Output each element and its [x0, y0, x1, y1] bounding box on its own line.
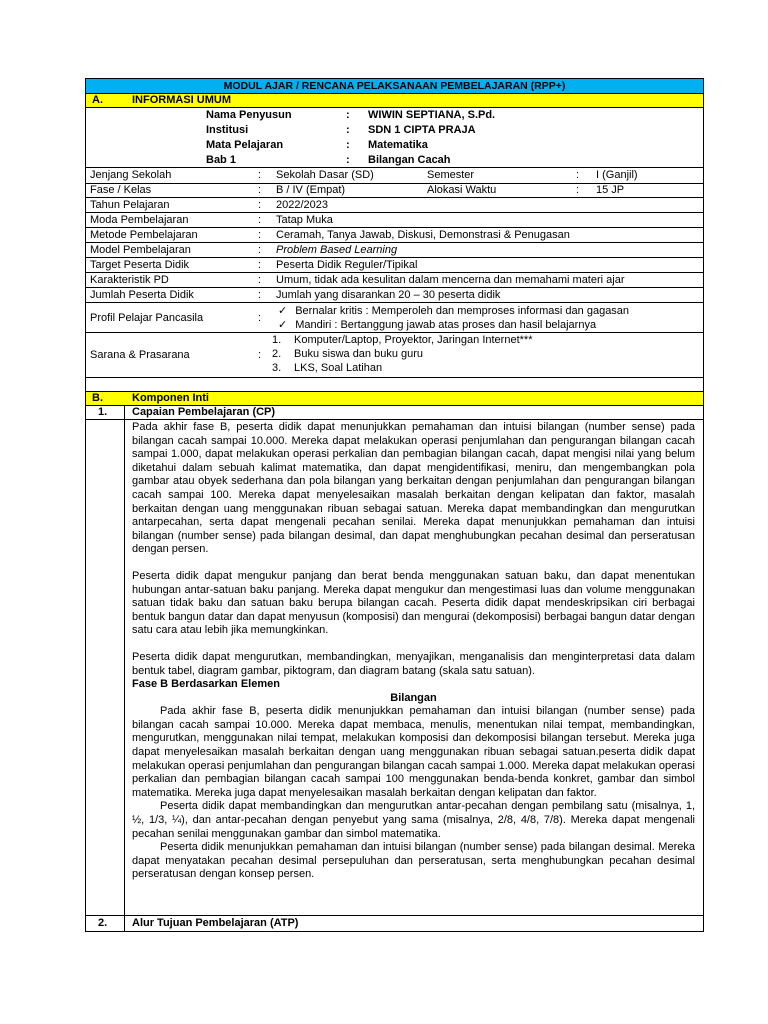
cp-header-row — [86, 406, 703, 420]
elemen-paragraph: Peserta didik menunjukkan pemahaman dan intuisi bilangan (number sense) pada bilangan desimal. Mereka dapat menyatakan pecahan desimal persepuluhan dan perseratusan, serta menghubungkan pecahan desimal perseratusan dengan konsep persen. — [132, 841, 695, 881]
colon: : — [258, 289, 262, 301]
info-value: 15 JP — [596, 184, 625, 196]
colon: : — [258, 169, 262, 181]
section-a-letter: A. — [92, 94, 103, 106]
colon: : — [258, 244, 262, 256]
colon: : — [258, 199, 262, 211]
info-value: Sekolah Dasar (SD) — [276, 169, 374, 181]
info-row-moda — [86, 213, 703, 228]
info-row-jumlah — [86, 288, 703, 303]
colon: : — [576, 169, 580, 181]
cp-paragraph: Peserta didik dapat mengurutkan, membandingkan, menyajikan, menganalisis dan menginterpretasi data dalam bentuk tabel, diagram gambar, piktogram, dan diagram batang (skala satu satuan). — [132, 650, 695, 677]
cp-heading: Capaian Pembelajaran (CP) — [132, 406, 276, 418]
identity-value: SDN 1 CIPTA PRAJA — [368, 124, 476, 136]
section-a-header — [86, 94, 703, 108]
atp-heading: Alur Tujuan Pembelajaran (ATP) — [132, 917, 299, 929]
info-value: Jumlah yang disarankan 20 – 30 peserta didik — [276, 289, 501, 301]
cp-number: 1. — [98, 406, 108, 418]
colon: : — [258, 184, 262, 196]
info-label: Model Pembelajaran — [90, 244, 191, 256]
info-row-target — [86, 258, 703, 273]
info-label: Semester — [427, 169, 475, 181]
info-value: B / IV (Empat) — [276, 184, 346, 196]
info-value: I (Ganjil) — [596, 169, 638, 181]
sarana-number: 3. — [272, 362, 282, 374]
profil-item: ✓ Mandiri : Bertanggung jawab atas proses dan hasil belajarnya — [278, 318, 629, 332]
rpp-document — [85, 78, 704, 932]
info-value: 2022/2023 — [276, 199, 328, 211]
section-a-label: INFORMASI UMUM — [132, 94, 231, 106]
info-row-karakteristik — [86, 273, 703, 288]
document-title: MODUL AJAR / RENCANA PELAKSANAAN PEMBELAJARAN (RPP+) — [86, 79, 703, 94]
info-row-profil — [86, 303, 703, 333]
info-label: Jenjang Sekolah — [90, 169, 172, 181]
info-label: Moda Pembelajaran — [90, 214, 189, 226]
profil-item: ✓ Bernalar kritis : Memperoleh dan memproses informasi dan gagasan — [278, 304, 629, 318]
cp-content — [86, 420, 703, 916]
info-label: Karakteristik PD — [90, 274, 169, 286]
identity-block — [86, 108, 703, 168]
identity-label: Institusi — [206, 124, 249, 136]
section-b-label: Komponen Inti — [132, 392, 209, 404]
identity-value: Matematika — [368, 139, 428, 151]
info-label: Alokasi Waktu — [427, 184, 497, 196]
info-row-metode — [86, 228, 703, 243]
info-label: Jumlah Peserta Didik — [90, 289, 194, 301]
colon: : — [258, 312, 262, 324]
colon: : — [346, 139, 350, 151]
atp-number: 2. — [98, 917, 108, 929]
elemen-paragraph: Pada akhir fase B, peserta didik menunjukkan pemahaman dan intuisi bilangan (number sense) pada bilangan cacah sampai 10.000. Mereka dapat membaca, menulis, menentukan nilai tempat, membandingkan, mengurutkan, menggunakan nilai tempat, melakukan komposisi dan dekomposisi bilangan tersebut. Mereka juga dapat menyelesaikan masalah berkaitan dengan uang menggunakan ribuan sebagai satuan.peserta didik dapat melakukan operasi penjumlahan dan pengurangan bilangan cacah sampai 1.000. Mereka dapat melakukan operasi perkalian dan pembagian bilangan cacah sampai 100 menggunakan benda-benda konkret, gambar dan simbol matematika. Mereka juga dapat menyelesaikan masalah berkaitan dengan kelipatan dan faktor. — [132, 705, 695, 799]
spacer-row — [86, 378, 703, 392]
colon: : — [346, 109, 350, 121]
sarana-number: 1. — [272, 334, 282, 346]
elemen-heading: Bilangan — [390, 691, 437, 704]
sarana-item: Buku siswa dan buku guru — [294, 348, 424, 360]
sarana-number: 2. — [272, 348, 282, 360]
elemen-paragraph: Peserta didik dapat membandingkan dan mengurutkan antar-pecahan dengan pembilang satu (misalnya, 1, ½, 1/3, ¼), dan antar-pecahan dengan penyebut yang sama (misalnya, 2/8, 4/8, 7/8). Mereka dapat mengenali pecahan senilai menggunakan gambar dan simbol matematika. — [132, 800, 695, 840]
colon: : — [258, 274, 262, 286]
info-value: Problem Based Learning — [276, 244, 398, 256]
sarana-item: Komputer/Laptop, Proyektor, Jaringan Internet*** — [294, 334, 533, 346]
info-value: Peserta Didik Reguler/Tipikal — [276, 259, 418, 271]
identity-label: Nama Penyusun — [206, 109, 292, 121]
info-row-sarana — [86, 333, 703, 378]
info-label: Metode Pembelajaran — [90, 229, 198, 241]
section-b-header — [86, 392, 703, 406]
colon: : — [258, 259, 262, 271]
info-value: Tatap Muka — [276, 214, 333, 226]
colon: : — [258, 349, 262, 361]
identity-label: Mata Pelajaran — [206, 139, 284, 151]
colon: : — [258, 214, 262, 226]
cp-paragraph: Peserta didik dapat mengukur panjang dan berat benda menggunakan satuan baku, dan dapat menentukan hubungan antar-satuan baku panjang. Mereka dapat mengukur dan mengestimasi luas dan volume menggunakan satuan tidak baku dan satuan baku berupa bilangan cacah. Peserta didik dapat mendeskripsikan ciri berbagai bentuk bangun datar dan dapat menyusun (komposisi) dan mengurai (dekomposisi) berbagai bangun datar dengan satu cara atau lebih jika memungkinkan. — [132, 569, 695, 637]
info-label: Sarana & Prasarana — [90, 349, 190, 361]
info-value: Umum, tidak ada kesulitan dalam mencerna dan memahami materi ajar — [276, 274, 625, 286]
colon: : — [258, 229, 262, 241]
atp-header-row — [86, 916, 703, 931]
info-label: Target Peserta Didik — [90, 259, 190, 271]
colon: : — [576, 184, 580, 196]
info-label: Profil Pelajar Pancasila — [90, 312, 204, 324]
colon: : — [346, 154, 350, 166]
identity-label: Bab 1 — [206, 154, 236, 166]
info-row-model — [86, 243, 703, 258]
info-row-tahun — [86, 198, 703, 213]
info-row-jenjang-fase — [86, 168, 703, 198]
info-label: Tahun Pelajaran — [90, 199, 170, 211]
section-b-letter: B. — [92, 392, 103, 404]
colon: : — [346, 124, 350, 136]
fase-b-heading: Fase B Berdasarkan Elemen — [132, 678, 280, 691]
info-label: Fase / Kelas — [90, 184, 152, 196]
identity-value: WIWIN SEPTIANA, S.Pd. — [368, 109, 496, 121]
cp-paragraph: Pada akhir fase B, peserta didik dapat menunjukkan pemahaman dan intuisi bilangan (number sense) pada bilangan cacah sampai 10.000. Mereka dapat melakukan operasi penjumlahan dan pengurangan bilangan cacah sampai 1.000, dapat melakukan operasi perkalian dan pembagian bilangan cacah, dapat mengisi nilai yang belum diketahui dalam sebuah kalimat matematika, dan dapat mengidentifikasi, meniru, dan mengembangkan pola gambar atau obyek sederhana dan pola bilangan yang berkaitan dengan penjumlahan dan pengurangan bilangan cacah sampai 100. Mereka dapat menyelesaikan masalah berkaitan dengan kelipatan dan faktor, masalah berkaitan dengan uang menggunakan ribuan sebagai satuan. Mereka dapat membandingkan dan mengurutkan antarpecahan, serta dapat mengenali pecahan senilai. Mereka dapat menunjukkan pemahaman dan intuisi bilangan (number sense) pada bilangan desimal, dan dapat menghubungkan pecahan desimal dan perseratusan dengan persen. — [132, 421, 695, 556]
info-value: Ceramah, Tanya Jawab, Diskusi, Demonstrasi & Penugasan — [276, 229, 570, 241]
sarana-item: LKS, Soal Latihan — [294, 362, 383, 374]
identity-value: Bilangan Cacah — [368, 154, 451, 166]
